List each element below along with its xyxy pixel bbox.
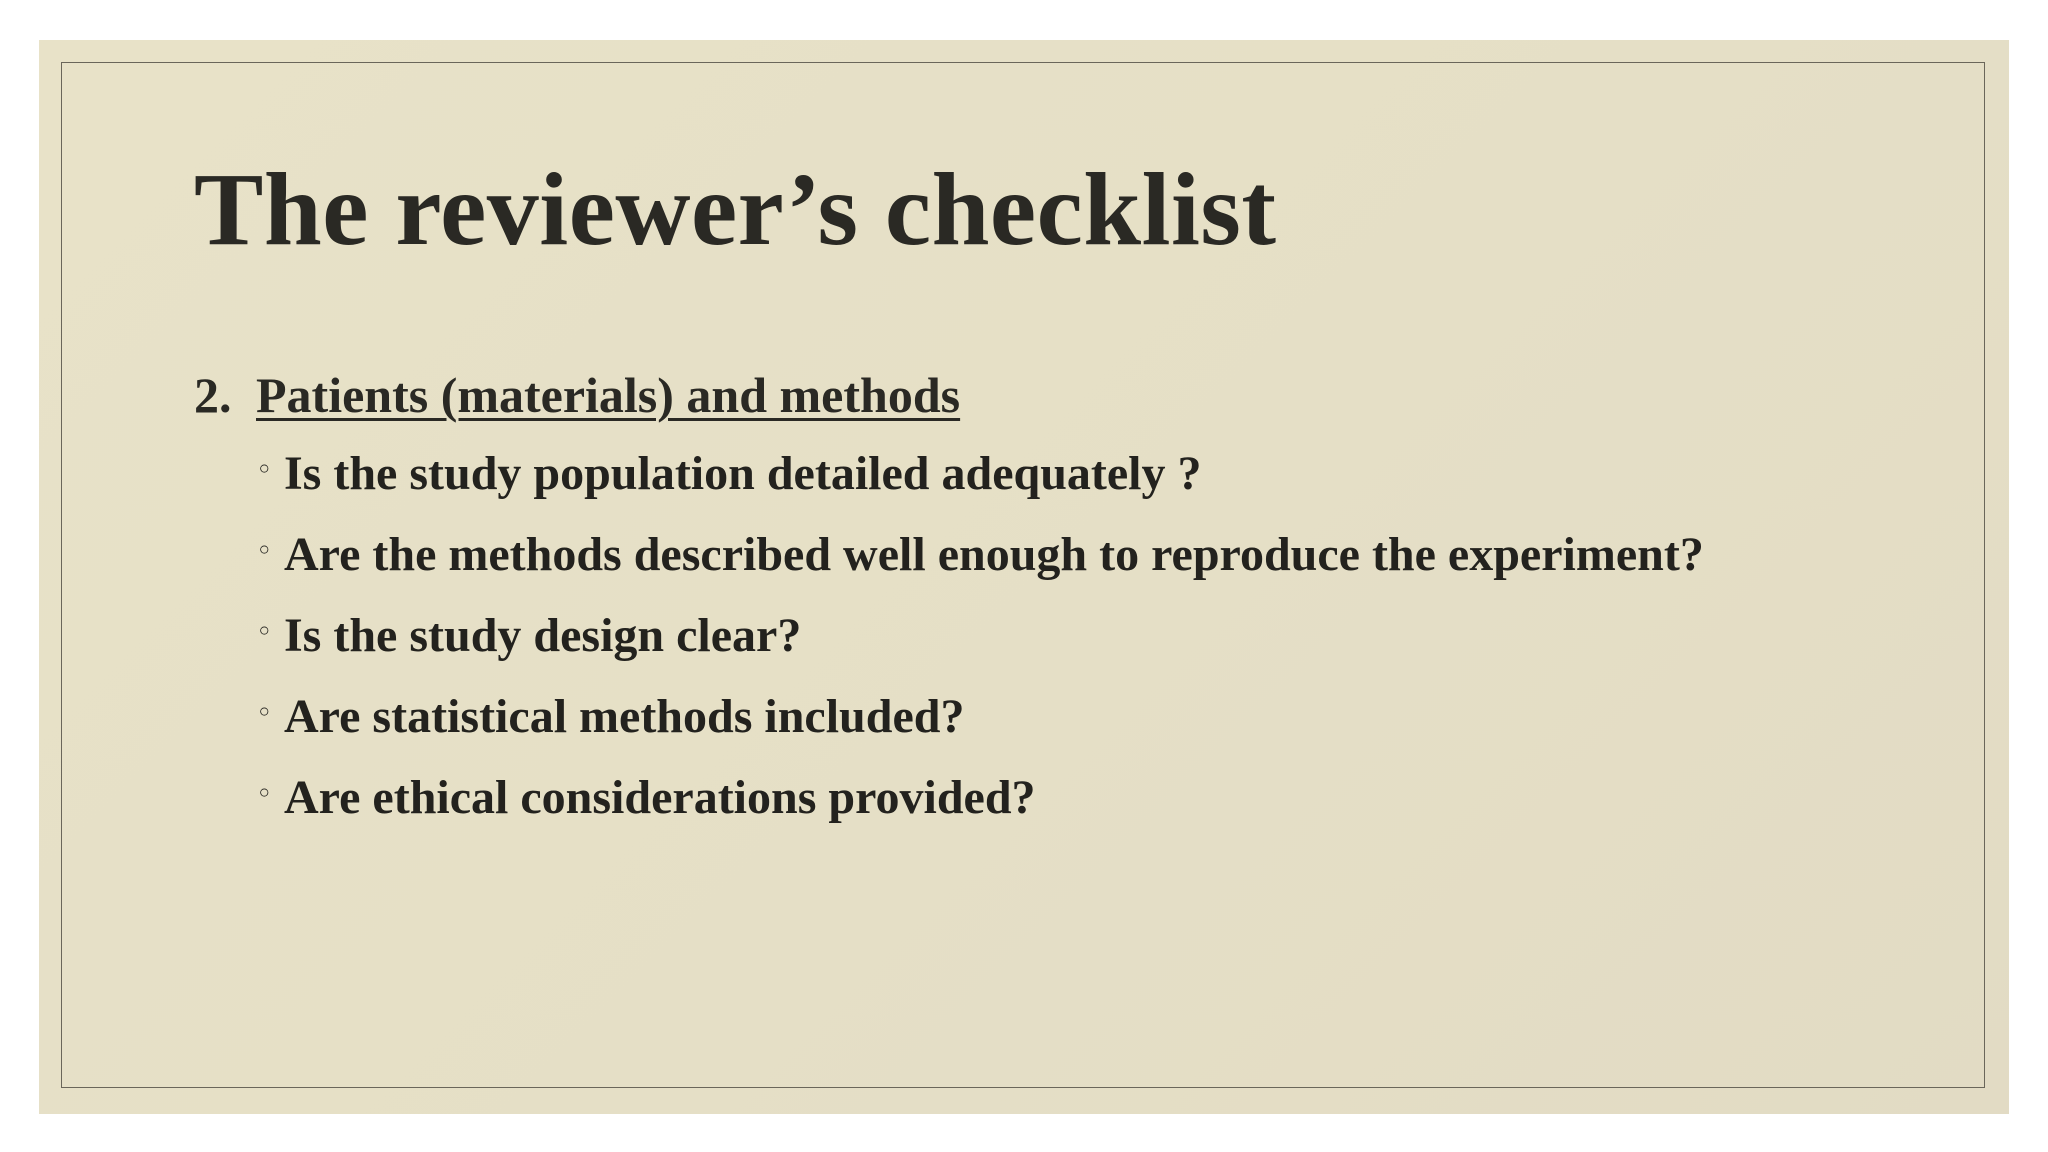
list-item-text: Are the methods described well enough to reproduce the experiment? xyxy=(284,528,1704,581)
hollow-bullet-icon: ◦ xyxy=(256,534,273,567)
list-item xyxy=(256,609,1704,693)
checklist-section xyxy=(194,367,1704,855)
hollow-bullet-icon: ◦ xyxy=(256,696,273,729)
slide xyxy=(39,40,2009,1114)
slide-title: The reviewer’s checklist xyxy=(194,152,1277,267)
checklist-items xyxy=(194,447,1704,855)
list-item xyxy=(256,528,1704,612)
hollow-bullet-icon: ◦ xyxy=(256,453,273,486)
list-item-text: Are ethical considerations provided? xyxy=(284,771,1036,824)
list-item-text: Is the study population detailed adequately ? xyxy=(284,447,1202,500)
section-heading xyxy=(194,367,1704,430)
hollow-bullet-icon: ◦ xyxy=(256,615,273,648)
list-item xyxy=(256,690,1704,774)
section-label: Patients (materials) and methods xyxy=(256,367,961,423)
list-item xyxy=(256,447,1704,531)
list-item-text: Is the study design clear? xyxy=(284,609,802,662)
list-item xyxy=(256,771,1704,855)
section-number: 2. xyxy=(194,367,232,423)
list-item-text: Are statistical methods included? xyxy=(284,690,965,743)
hollow-bullet-icon: ◦ xyxy=(256,777,273,810)
